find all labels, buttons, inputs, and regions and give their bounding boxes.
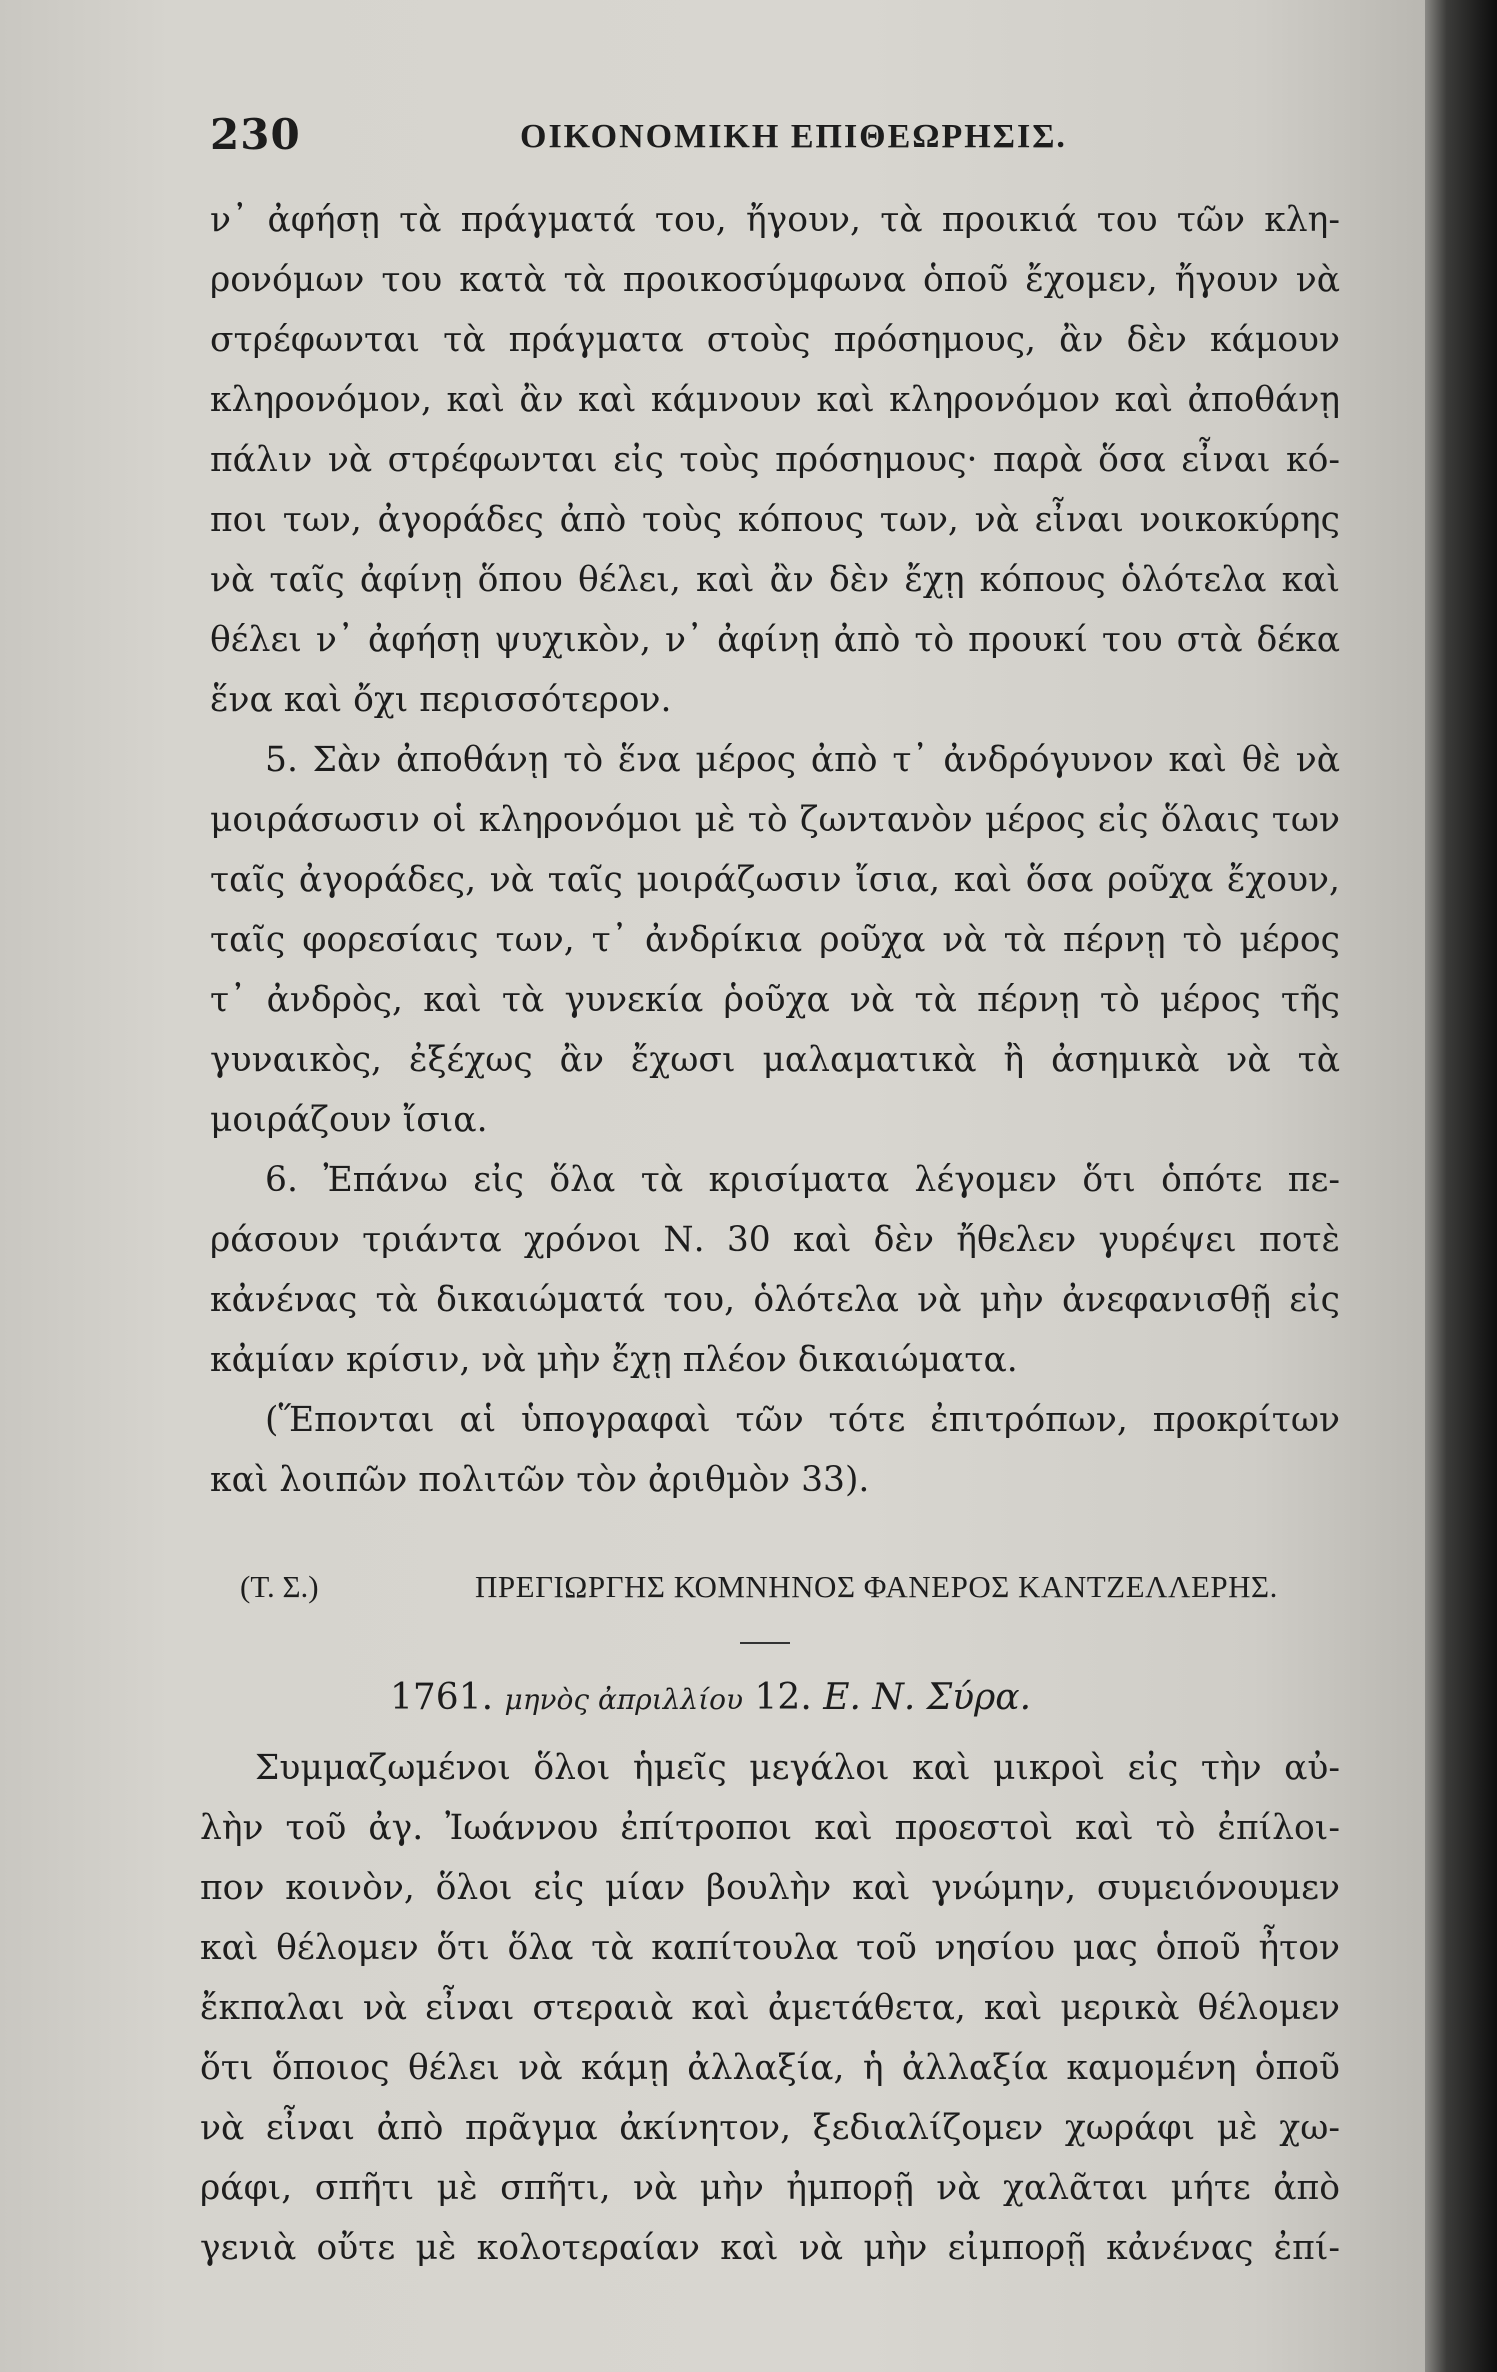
document-month: μηνὸς ἀπριλλίου — [504, 1683, 744, 1716]
paragraph-5 — [210, 730, 1340, 1150]
text-line: ἕνα καὶ ὄχι περισσότερον. — [210, 680, 672, 720]
text-line: γυναικὸς, ἐξέχως ἂν ἔχωσι μαλαματικὰ ἢ ἀσημικὰ νὰ τὰ — [210, 1040, 1340, 1080]
book-gutter-shadow — [1425, 0, 1497, 2372]
document-heading — [390, 1670, 1290, 1726]
text-line: (Ἕπονται αἱ ὑπογραφαὶ τῶν τότε ἐπιτρόπων, προκρίτων — [265, 1400, 1340, 1440]
editorial-note — [210, 1390, 1340, 1510]
text-line: ταῖς ἀγοράδες, νὰ ταῖς μοιράζωσιν ἴσια, καὶ ὅσα ροῦχα ἔχουν, — [210, 860, 1340, 900]
page-header — [210, 110, 1350, 170]
text-line: πον κοινὸν, ὅλοι εἰς μίαν βουλὴν καὶ γνώμην, συμειόνουμεν — [200, 1868, 1340, 1908]
text-line: νὰ ταῖς ἀφίνῃ ὅπου θέλει, καὶ ἂν δὲν ἔχῃ κόπους ὁλότελα καὶ — [210, 560, 1340, 600]
text-line: μοιράζουν ἴσια. — [210, 1100, 488, 1140]
signature-line — [240, 1563, 1340, 1613]
running-title: ΟΙΚΟΝΟΜΙΚΗ ΕΠΙΘΕΩΡΗΣΙΣ. — [520, 118, 1067, 155]
document-text — [200, 1738, 1340, 2278]
signatories: ΠΡΕΓΙΩΡΓΗΣ ΚΟΜΝΗΝΟΣ ΦΑΝΕΡΟΣ ΚΑΝΤΖΕΛΛΕΡΗΣ. — [475, 1569, 1278, 1604]
text-line: μοιράσωσιν οἱ κληρονόμοι μὲ τὸ ζωντανὸν μέρος εἰς ὅλαις των — [210, 800, 1340, 840]
document-year: 1761. — [390, 1677, 494, 1718]
document-day: 12. — [754, 1677, 812, 1718]
text-line: θέλει ν᾿ ἀφήσῃ ψυχικὸν, ν᾿ ἀφίνῃ ἀπὸ τὸ προυκί του στὰ δέκα — [210, 620, 1340, 660]
text-line: 6. Ἐπάνω εἰς ὅλα τὰ κρισίματα λέγομεν ὅτι ὁπότε πε- — [265, 1160, 1340, 1200]
page-number: 230 — [210, 110, 301, 159]
text-line: καὶ θέλομεν ὅτι ὅλα τὰ καπίτουλα τοῦ νησίου μας ὁποῦ ἦτον — [200, 1928, 1340, 1968]
text-line: κἀνένας τὰ δικαιώματά του, ὁλότελα νὰ μὴν ἀνεφανισθῇ εἰς — [210, 1280, 1340, 1320]
text-line: ράφι, σπῆτι μὲ σπῆτι, νὰ μὴν ἠμπορῇ νὰ χαλᾶται μήτε ἀπὸ — [200, 2168, 1340, 2208]
text-line: ταῖς φορεσίαις των, τ᾿ ἀνδρίκια ροῦχα νὰ τὰ πέρνῃ τὸ μέρος — [210, 920, 1340, 960]
text-line: καὶ λοιπῶν πολιτῶν τὸν ἀριθμὸν 33). — [210, 1460, 870, 1500]
text-line: κἀμίαν κρίσιν, νὰ μὴν ἔχῃ πλέον δικαιώματα. — [210, 1340, 1018, 1380]
paragraph-4-continuation — [210, 190, 1340, 730]
text-line: κληρονόμον, καὶ ἂν καὶ κάμνουν καὶ κληρονόμον καὶ ἀποθάνῃ — [210, 380, 1340, 420]
text-line: ράσουν τριάντα χρόνοι Ν. 30 καὶ δὲν ἤθελεν γυρέψει ποτὲ — [210, 1220, 1340, 1260]
text-line: λὴν τοῦ ἀγ. Ἰωάννου ἐπίτροποι καὶ προεστοὶ καὶ τὸ ἐπίλοι- — [200, 1808, 1340, 1848]
text-line: ν᾿ ἀφήσῃ τὰ πράγματά του, ἤγουν, τὰ προικιά του τῶν κλη- — [210, 200, 1340, 240]
section-divider — [740, 1642, 790, 1644]
text-line: γενιὰ οὔτε μὲ κολοτεραίαν καὶ νὰ μὴν εἰμπορῇ κἀνένας ἐπί- — [200, 2228, 1340, 2268]
text-line: νὰ εἶναι ἀπὸ πρᾶγμα ἀκίνητον, ξεδιαλίζομεν χωράφι μὲ χω- — [200, 2108, 1340, 2148]
text-line: ὅτι ὅποιος θέλει νὰ κάμῃ ἀλλαξία, ἡ ἀλλαξία καμομένη ὁποῦ — [200, 2048, 1340, 2088]
text-line: Συμμαζωμένοι ὅλοι ἡμεῖς μεγάλοι καὶ μικροὶ εἰς τὴν αὐ- — [255, 1748, 1340, 1788]
text-line: τ᾿ ἀνδρὸς, καὶ τὰ γυνεκία ῥοῦχα νὰ τὰ πέρνῃ τὸ μέρος τῆς — [210, 980, 1340, 1020]
text-line: 5. Σὰν ἀποθάνῃ τὸ ἕνα μέρος ἀπὸ τ᾿ ἀνδρόγυνον καὶ θὲ νὰ — [265, 740, 1340, 780]
seal-mark: (Τ. Σ.) — [240, 1569, 319, 1604]
text-line: πάλιν νὰ στρέφωνται εἰς τοὺς πρόσημους· παρὰ ὅσα εἶναι κό- — [210, 440, 1340, 480]
main-text — [210, 190, 1340, 1510]
text-line: ρονόμων του κατὰ τὰ προικοσύμφωνα ὁποῦ ἔχομεν, ἤγουν νὰ — [210, 260, 1340, 300]
text-line: στρέφωνται τὰ πράγματα στοὺς πρόσημους, ἂν δὲν κάμουν — [210, 320, 1340, 360]
text-line: ποι των, ἀγοράδες ἀπὸ τοὺς κόπους των, νὰ εἶναι νοικοκύρης — [210, 500, 1340, 540]
document-place: Ε. Ν. Σύρα. — [823, 1677, 1032, 1718]
text-line: ἔκπαλαι νὰ εἶναι στεραιὰ καὶ ἀμετάθετα, καὶ μερικὰ θέλομεν — [200, 1988, 1340, 2028]
paragraph-6 — [210, 1150, 1340, 1390]
